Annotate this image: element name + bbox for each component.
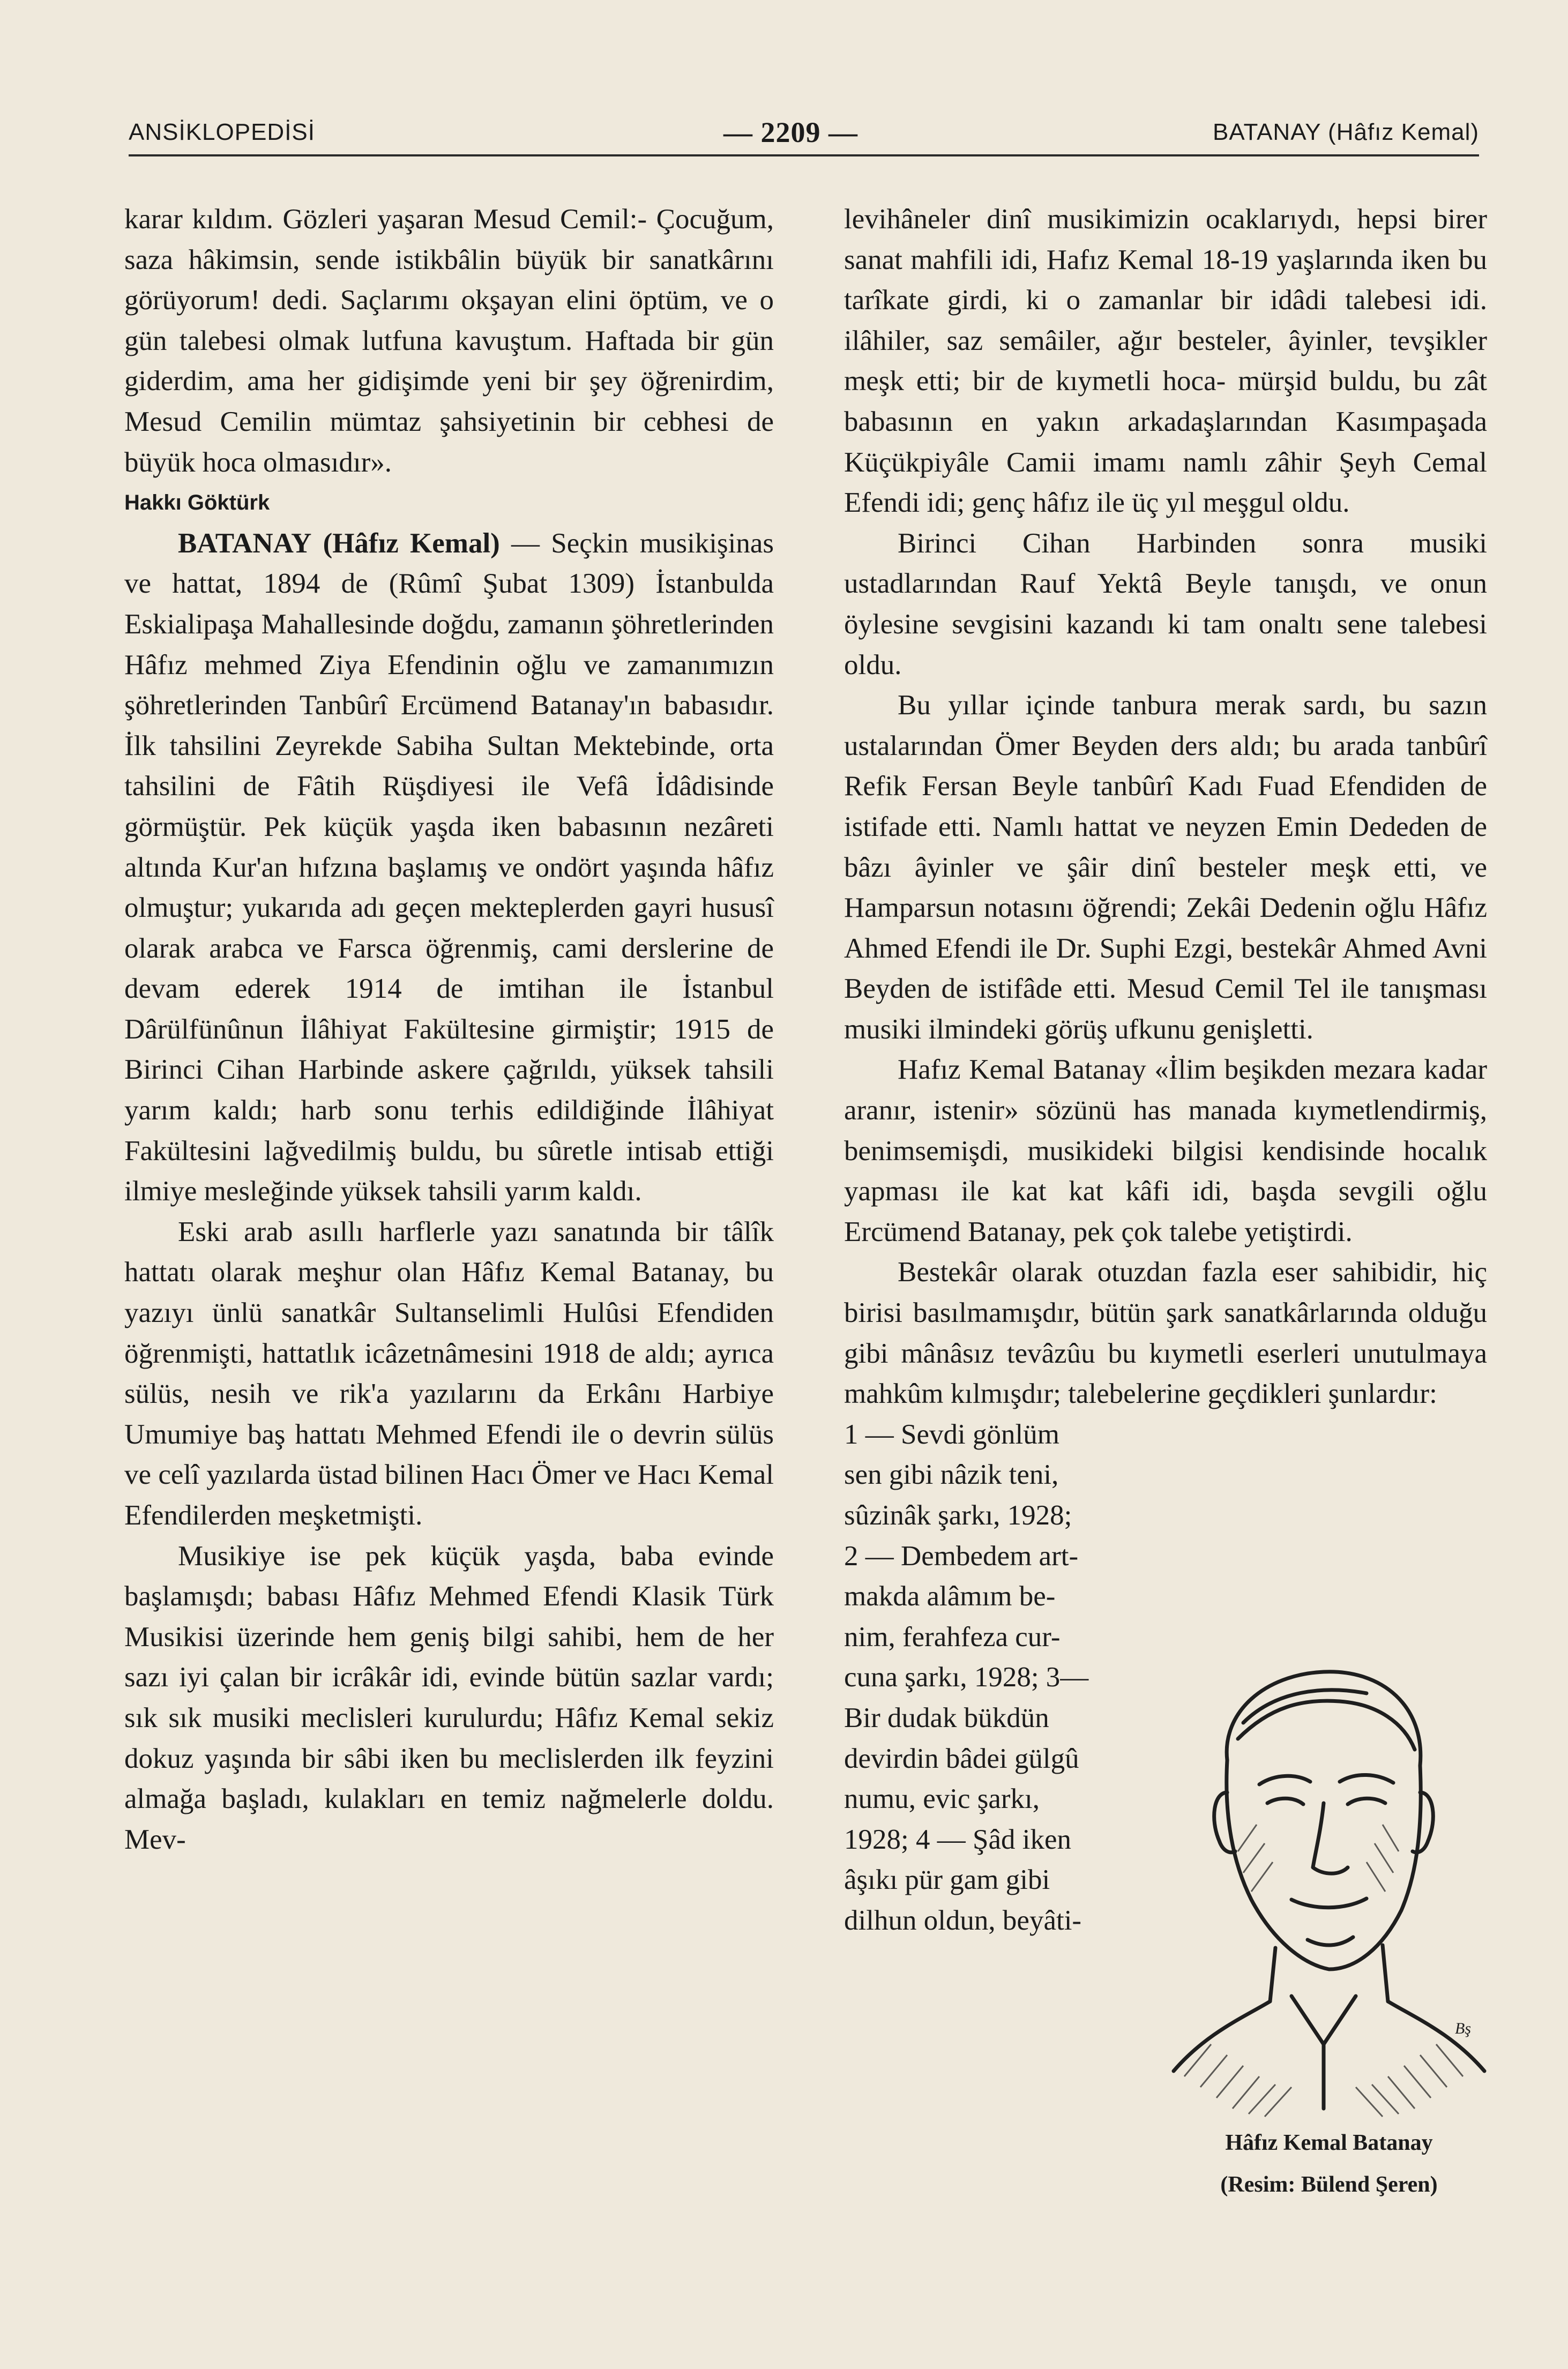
left-column bbox=[124, 199, 774, 1860]
paragraph-ilim: Hafız Kemal Batanay «İlim beşikden mezara kadar aranır, istenir» sözünü has manada kıymetlendirmiş, benimsemişdi, musikideki bilgisi kendisinde hocalık yapması ile kat kat kâfi idi, başda sevgili oğlu Ercümend Batanay, pek çok talebe yetiştirdi. bbox=[844, 1054, 1487, 1247]
works-list-line: sûzinâk şarkı, 1928; bbox=[844, 1500, 1072, 1531]
works-list-line: cuna şarkı, 1928; 3— bbox=[844, 1662, 1089, 1693]
paragraph-bestekar: Bestekâr olarak otuzdan fazla eser sahibidir, hiç birisi basılmamışdır, bütün şark sanatkârlarında olduğu gibi mânâsız tevâzûu bu kıymetli eserleri unutulmaya mahkûm kılmışdır; talebelerine geçdikleri şunlardır: bbox=[844, 1257, 1487, 1410]
paragraph-music-beginnings: Musikiye ise pek küçük yaşda, baba evinde başlamışdı; babası Hâfız Mehmed Efendi Klasik Türk Musikisi üzerinde hem geniş bilgi sahibi, hem de her sazı iyi çalan bir icrâkâr idi, evinde bütün sazlar vardı; sık sık musiki meclisleri kurulurdu; Hâfız Kemal sekiz dokuz yaşında bir sâbi iken bu meclislerden ilk feyzini almağa başladı, kulakları en temiz nağmelerle doldu. Mev- bbox=[124, 1540, 774, 1855]
works-list bbox=[844, 1415, 1144, 1941]
works-list-line: sen gibi nâzik teni, bbox=[844, 1459, 1059, 1491]
entry-subtitle: (Hâfız Kemal) bbox=[323, 527, 500, 559]
paragraph-mevlevihaneler: levihâneler dinî musikimizin ocaklarıydı, hepsi birer sanat mahfili idi, Hafız Kemal 18-19 yaşlarında iken bu tarîkate girdi, ki o zamanlar bir idâdi talebesi idi. ilâhiler, saz semâiler, ağır besteler, âyinler, tevşikler meşk etti; bir de kıymetli hoca- mürşid buldu, bu zât babasının en yakın arkadaşlarından Kasımpaşada Küçükpiyâle Camii imamı namlı zâhir Şeyh Cemal Efendi idi; genç hâfız ile üç yıl meşgul oldu. bbox=[844, 204, 1487, 519]
works-list-line: 1 — Sevdi gönlüm bbox=[844, 1418, 1059, 1450]
header-right-title: BATANAY (Hâfız Kemal) bbox=[1213, 119, 1479, 145]
artist-mark: Bş bbox=[1455, 2020, 1471, 2037]
portrait-figure bbox=[1163, 1648, 1495, 2206]
works-list-line: Bir dudak bükdün bbox=[844, 1702, 1049, 1733]
paragraph-calligraphy: Eski arab asıllı harflerle yazı sanatında bir tâlîk hattatı olarak meşhur olan Hâfız Kemal Batanay, bu yazıyı ünlü sanatkâr Sultanselimli Hulûsi Efendiden öğrenmişti, hattatlık icâzetnâmesini 1918 de aldı; ayrıca sülüs, nesih ve rik'a yazılarını da Erkânı Harbiye Umumiye baş hattatı Mehmed Efendi ile o devrin sülüs ve celî yazılarda üstad bilinen Hacı Ömer ve Hacı Kemal Efendilerden meşketmişti. bbox=[124, 1216, 774, 1531]
portrait-caption: Hâfız Kemal Batanay bbox=[1225, 2131, 1433, 2155]
portrait-drawing bbox=[1163, 1648, 1495, 2119]
paragraph-entry-intro bbox=[124, 524, 774, 1212]
entry-text: — Seçkin musikişinas ve hattat, 1894 de (Rûmî Şubat 1309) İstanbulda Eskialipaşa Mahallesinde doğdu, zamanın şöhretlerinden Hâfız mehmed Ziya Efendinin oğlu ve zamanımızın şöhretlerinden Tanbûrî Ercümend Batanay'ın babasıdır. İlk tahsilini Zeyrekde Sabiha Sultan Mektebinde, orta tahsilini de Fâtih Rüşdiyesi ile Vefâ İdâdisinde görmüştür. Pek küçük yaşda iken babasının nezâreti altında Kur'an hıfzına başlamış ve ondört yaşında hâfız olmuştur; yukarıda adı geçen mekteplerden gayri hususî olarak arabca ve Farsca öğrenmiş, cami derslerine de devam ederek 1914 de imtihan ile İstanbul Dârülfünûnun İlâhiyat Fakültesine girmiştir; 1915 de Birinci Cihan Harbinde askere çağrıldı, yüksek tahsili yarım kaldı; harb sonu terhis edildiğinde İlâhiyat Fakültesini lağvedilmiş buldu, bu sûretle intisab ettiği ilmiye mesleğinde yüksek tahsili yarım kaldı. bbox=[124, 527, 774, 1207]
works-list-line: 1928; 4 — Şâd iken bbox=[844, 1824, 1071, 1855]
works-list-line: numu, evic şarkı, bbox=[844, 1783, 1040, 1815]
paragraph-rauf-yekta: Birinci Cihan Harbinden sonra musiki ustadlarından Rauf Yektâ Beyle tanışdı, ve onun öylesine sevgisini kazandı ki tam onaltı sene talebesi oldu. bbox=[844, 527, 1487, 681]
running-header bbox=[129, 116, 1479, 156]
header-rule bbox=[129, 154, 1479, 156]
entry-headword: BATANAY bbox=[178, 527, 312, 559]
portrait-credit: (Resim: Bülend Şeren) bbox=[1220, 2172, 1438, 2197]
paragraph-tanbur: Bu yıllar içinde tanbura merak sardı, bu sazın ustalarından Ömer Beyden ders aldı; bu arada tanbûrî Refik Fersan Beyle tanbûrî Kadı Fuad Efendiden de istifade etti. Namlı hattat ve neyzen Emin Dededen de bâzı âyinler ve şâir dinî besteler meşk etti, ve Hamparsun notasını öğrendi; Zekâi Dedenin oğlu Hâfız Ahmed Efendi ile Dr. Suphi Ezgi, bestekâr Ahmed Avni Beyden de istifâde etti. Mesud Cemil Tel ile tanışması musiki ilmindeki görüş ufkunu genişletti. bbox=[844, 690, 1487, 1045]
works-list-line: dilhun oldun, beyâti- bbox=[844, 1904, 1082, 1936]
header-left-title: ANSİKLOPEDİSİ bbox=[129, 119, 316, 145]
works-list-line: makda alâmım be- bbox=[844, 1581, 1056, 1612]
works-list-line: nim, ferahfeza cur- bbox=[844, 1621, 1061, 1653]
works-list-line: 2 — Dembedem art- bbox=[844, 1540, 1079, 1572]
works-list-line: devirdin bâdei gülgû bbox=[844, 1743, 1079, 1774]
works-list-line: âşıkı pür gam gibi bbox=[844, 1864, 1050, 1896]
page-number: — 2209 — bbox=[723, 116, 858, 148]
author-signature: Hakkı Göktürk bbox=[124, 491, 270, 515]
paragraph-quote-end: karar kıldım. Gözleri yaşaran Mesud Cemil:- Çocuğum, saza hâkimsin, sende istikbâlin büyük bir sanatkârını görüyorum! dedi. Saçlarımı okşayan elini öptüm, ve o gün talebesi olmak lutfuna kavuştum. Haftada bir gün giderdim, ama her gidişimde yeni bir şey öğrenirdim, Mesud Cemilin mümtaz şahsiyetinin bir cebhesi de büyük hoca olmasıdır». bbox=[124, 204, 774, 478]
